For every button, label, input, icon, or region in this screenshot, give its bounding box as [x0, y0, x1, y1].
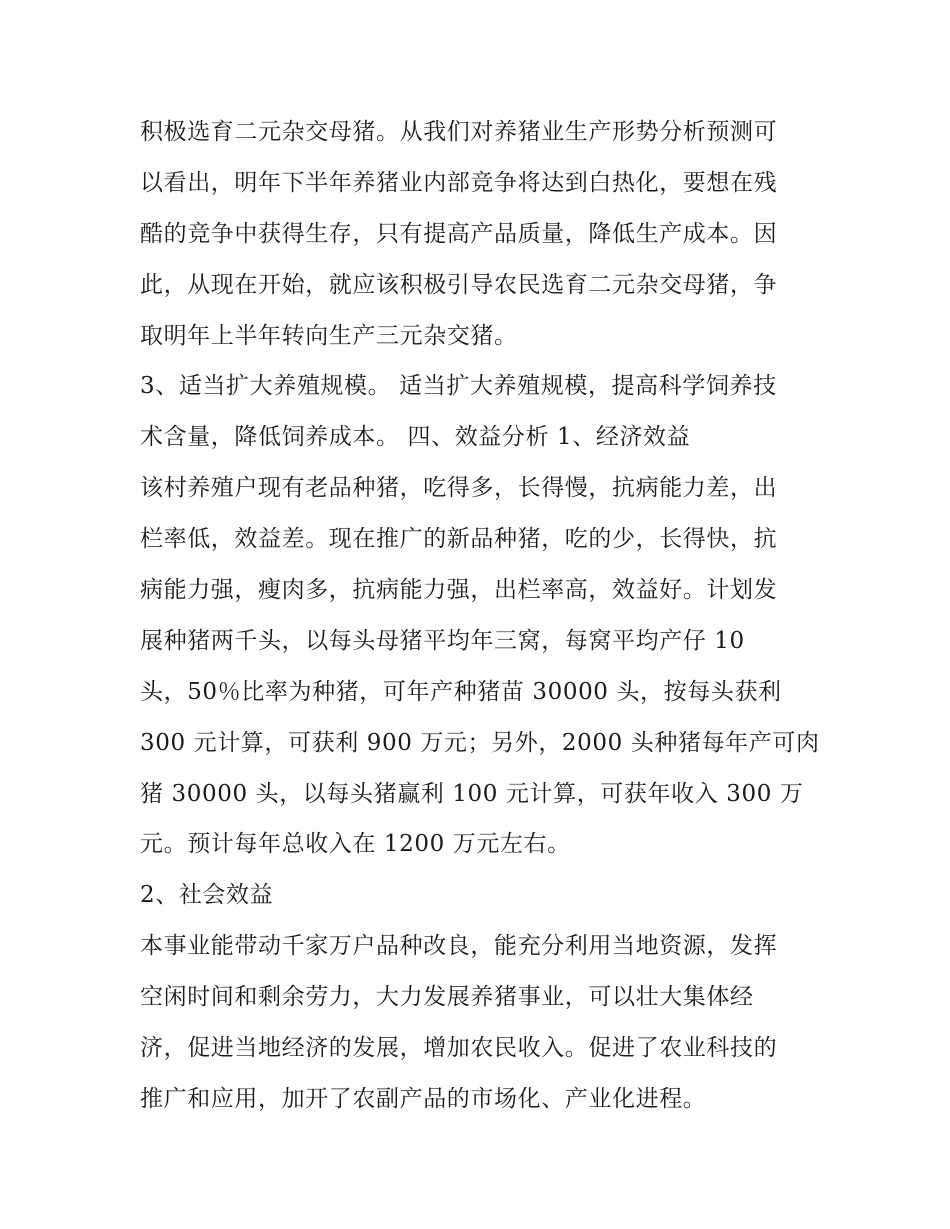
text-line: 猪 30000 头，以每头猪赢利 100 元计算，可获年收入 300 万 — [140, 780, 804, 807]
text-line: 空闲时间和剩余劳力，大力发展养猪事业，可以壮大集体经 — [140, 984, 754, 1011]
text-line: 300 元计算，可获利 900 万元；另外，2000 头种猪每年产可肉 — [140, 729, 820, 756]
body-text — [140, 107, 830, 1125]
text-line: 积极选育二元杂交母猪。从我们对养猪业生产形势分析预测可 — [140, 119, 778, 145]
text-line: 济，促进当地经济的发展，增加农民收入。促进了农业科技的 — [140, 1035, 778, 1062]
text-line: 此，从现在开始，就应该积极引导农民选育二元杂交母猪，争 — [140, 271, 778, 298]
text-line: 酷的竞争中获得生存，只有提高产品质量，降低生产成本。因 — [140, 220, 778, 247]
text-line: 头，50％比率为种猪，可年产种猪苗 30000 头，按每头获利 — [140, 678, 782, 705]
text-line: 元。预计每年总收入在 1200 万元左右。 — [140, 831, 571, 858]
text-line: 术含量，降低饲养成本。 四、效益分析 1、经济效益 — [140, 424, 691, 451]
text-line: 本事业能带动千家万户品种改良，能充分利用当地资源，发挥 — [140, 933, 778, 960]
text-line: 2、社会效益 — [140, 882, 274, 909]
text-line: 以看出，明年下半年养猪业内部竞争将达到白热化，要想在残 — [140, 169, 778, 196]
text-line: 栏率低，效益差。现在推广的新品种猪，吃的少，长得快，抗 — [140, 526, 778, 553]
text-line: 取明年上半年转向生产三元杂交猪。 — [140, 322, 518, 349]
text-line: 展种猪两千头，以每头母猪平均年三窝，每窝平均产仔 10 — [140, 627, 745, 654]
text-line: 3、适当扩大养殖规模。 适当扩大养殖规模，提高科学饲养技 — [140, 373, 777, 400]
text-line: 推广和应用，加开了农副产品的市场化、产业化进程。 — [140, 1085, 707, 1112]
text-line: 病能力强，瘦肉多，抗病能力强，出栏率高，效益好。计划发 — [140, 577, 778, 604]
text-line: 该村养殖户现有老品种猪，吃得多，长得慢，抗病能力差，出 — [140, 475, 778, 502]
